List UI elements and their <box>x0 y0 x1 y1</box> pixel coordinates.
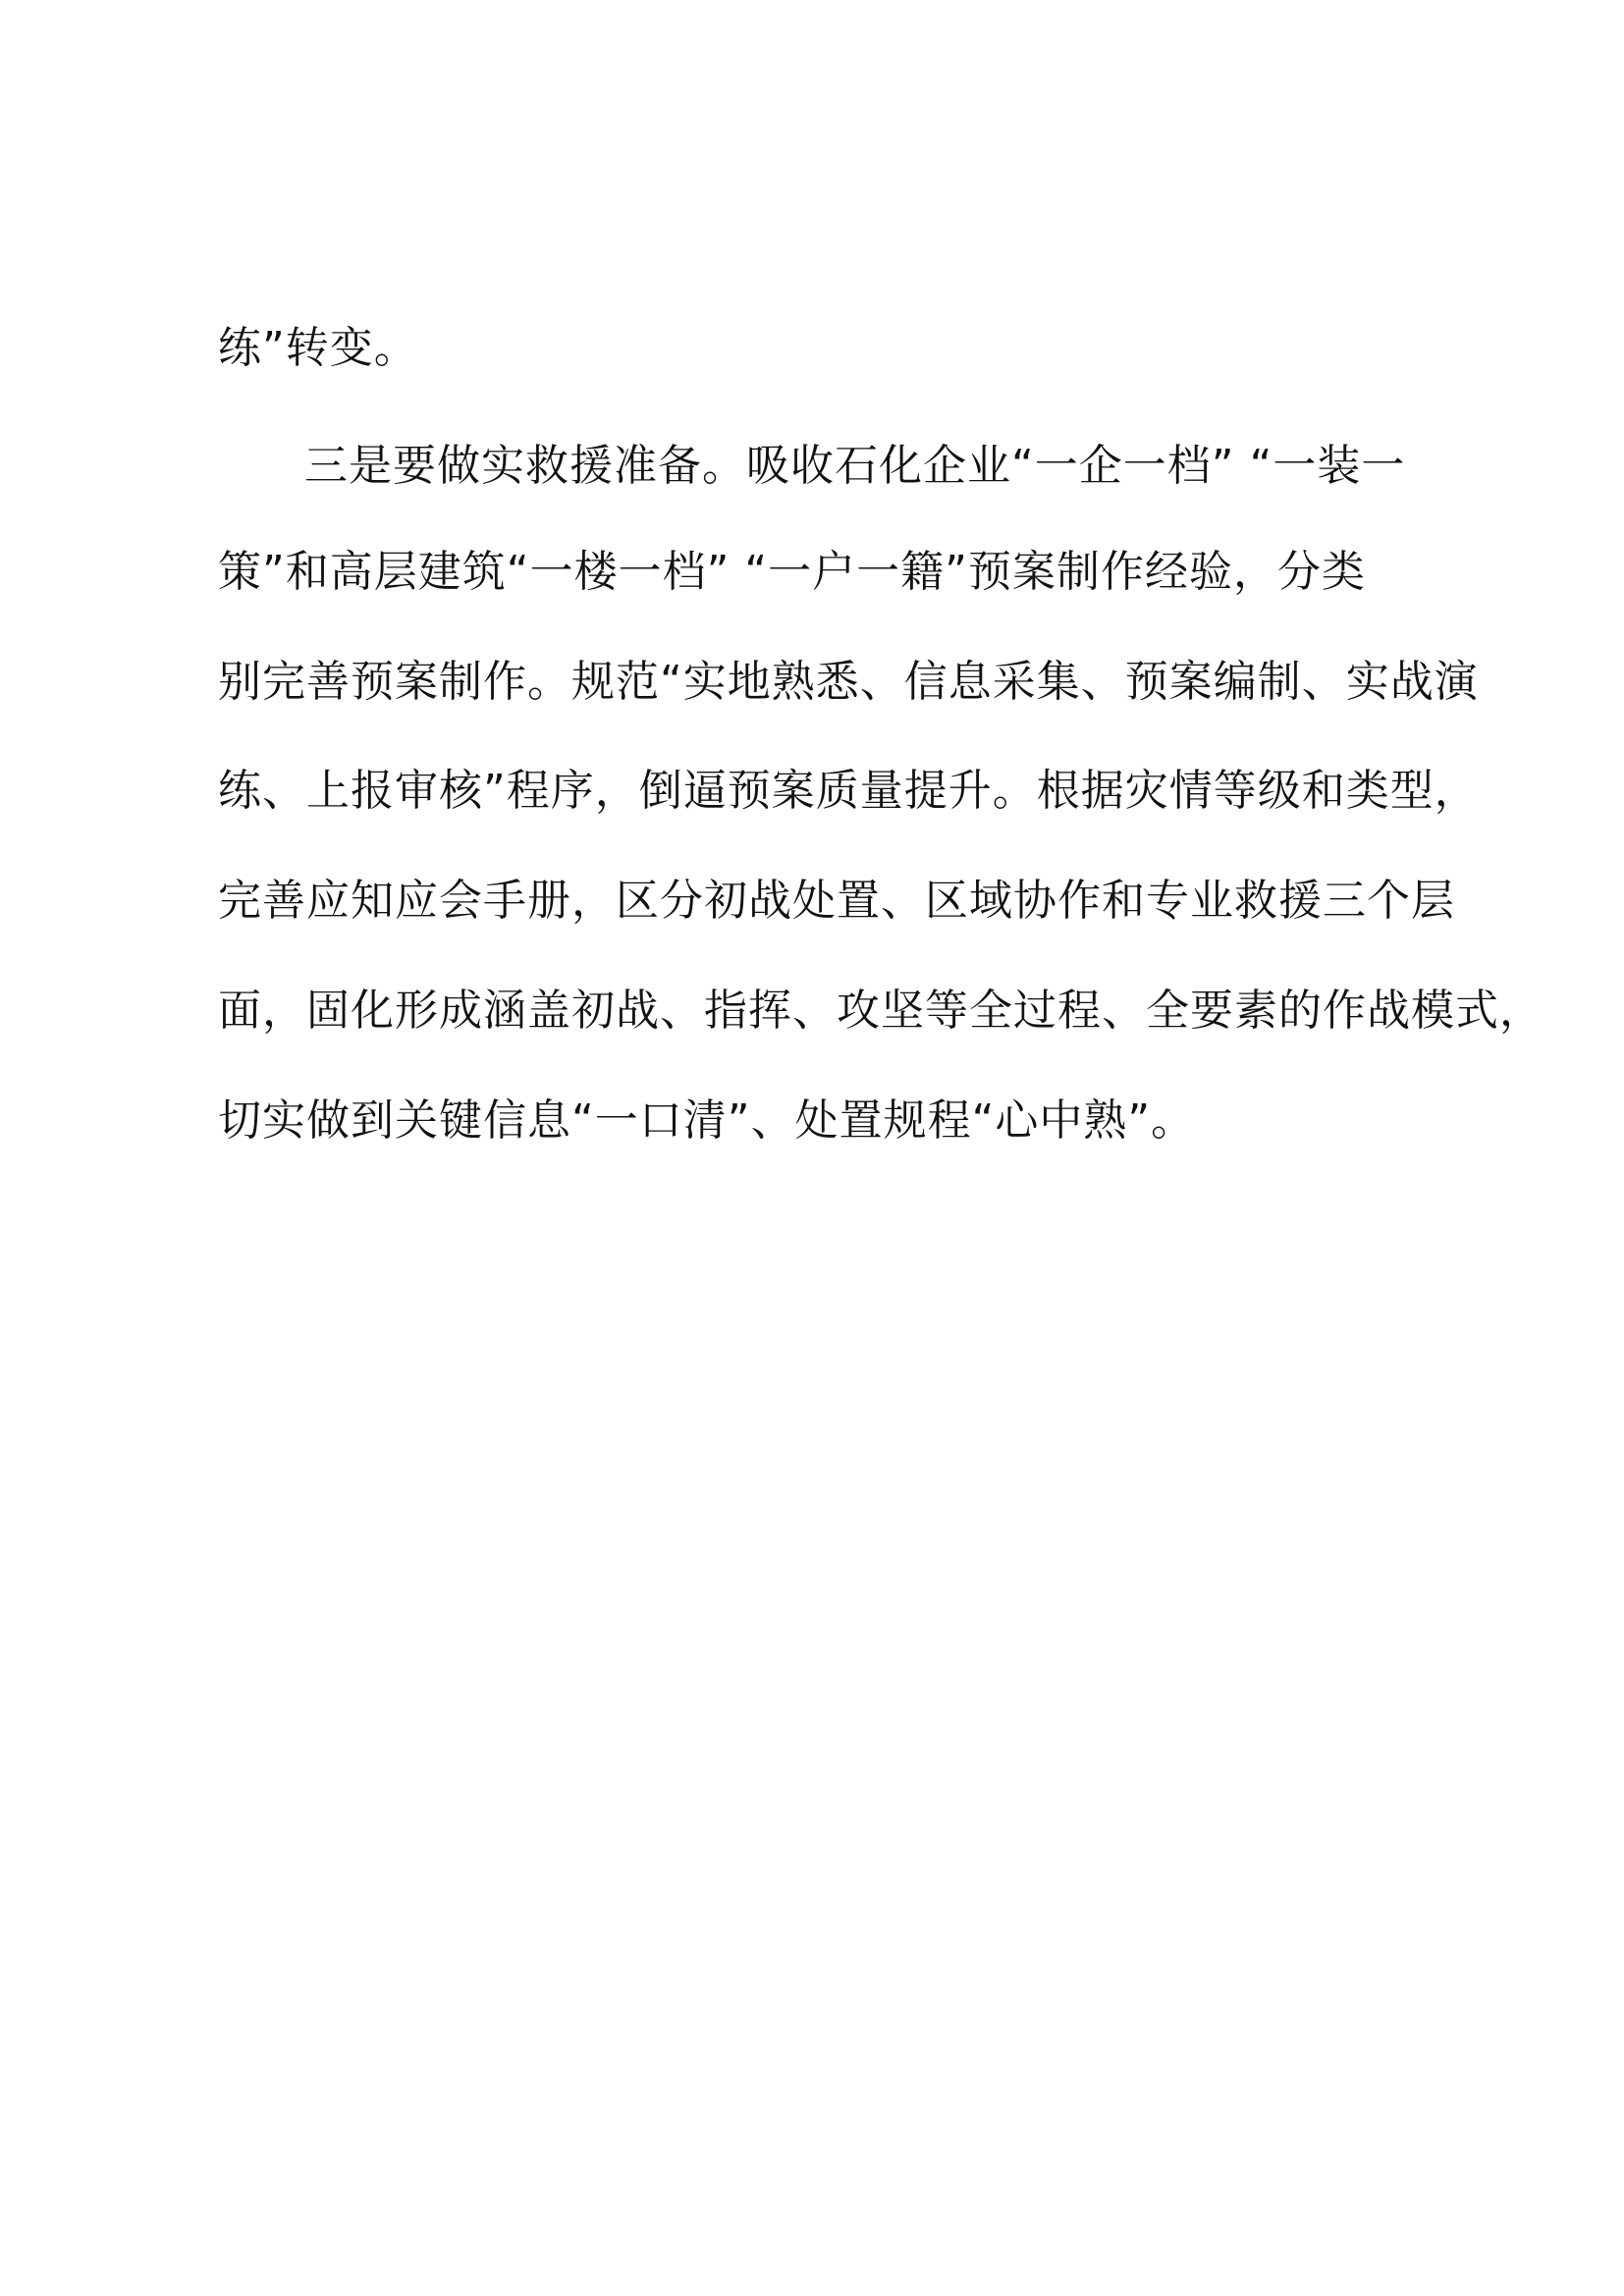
paragraph-line: 别完善预案制作。规范“实地熟悉、信息采集、预案编制、实战演 <box>218 657 1479 707</box>
paragraph-line: 面，固化形成涵盖初战、指挥、攻坚等全过程、全要素的作战模式， <box>218 986 1543 1036</box>
paragraph-first-line: 三是要做实救援准备。吸收石化企业“一企一档” “一装一 <box>304 441 1406 491</box>
paragraph-line: 完善应知应会手册，区分初战处置、区域协作和专业救援三个层 <box>218 876 1455 926</box>
paragraph-line: 策”和高层建筑“一楼一档” “一户一籍”预案制作经验，分类 <box>218 547 1366 597</box>
paragraph-line: 练、上报审核”程序，倒逼预案质量提升。根据灾情等级和类型， <box>218 766 1479 816</box>
paragraph-continuation-line: 练”转变。 <box>218 323 418 373</box>
paragraph-line: 切实做到关键信息“一口清”、处置规程“心中熟”。 <box>218 1095 1196 1146</box>
